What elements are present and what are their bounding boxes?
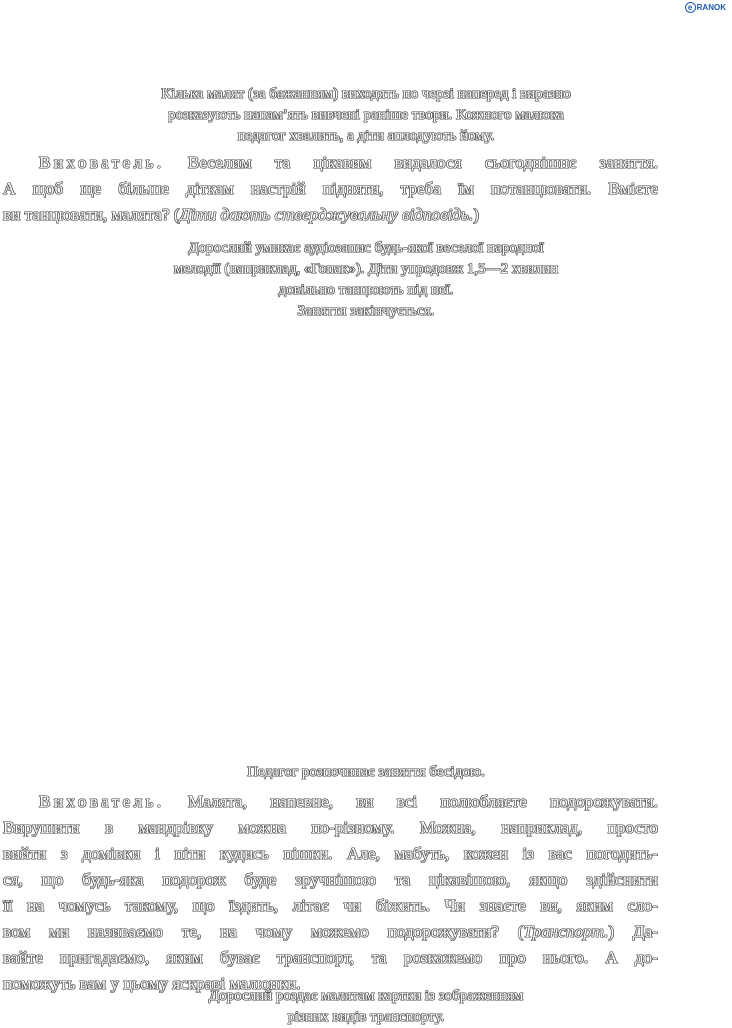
speech-text: ) Да- xyxy=(608,922,658,941)
stage-line: розказують напам’ять вивчені раніше твори. Кожного малюка xyxy=(168,107,564,123)
speech-text: ви танцювати, малята? ( xyxy=(3,205,180,224)
speech-text: вом ми називаємо те, на чому можемо подорожувати? ( xyxy=(3,922,524,941)
stage-direction-2 xyxy=(0,238,732,322)
logo-e-icon: e xyxy=(685,2,696,13)
speech-line: ся, що будь-яка подорож буде зручнішою та цікавішою, якщо здійснити xyxy=(3,870,658,889)
stage-direction-1 xyxy=(0,84,732,147)
italic-remark: Діти дають стверджувальну відповідь. xyxy=(179,205,474,224)
teacher-speech-2 xyxy=(3,789,658,997)
speech-line xyxy=(3,919,658,945)
italic-remark: Транспорт. xyxy=(523,922,609,941)
speech-line: вайте пригадаємо, яким буває транспорт, та розкажемо про нього. А до- xyxy=(3,948,658,967)
speaker-label: Вихователь. xyxy=(39,153,165,172)
publisher-logo xyxy=(685,2,726,13)
stage-line: Кілька малят (за бажанням) виходять по черзі наперед і виразно xyxy=(161,86,571,102)
teacher-speech-1 xyxy=(3,150,658,228)
logo-text: RANOK xyxy=(696,3,726,12)
speech-text: Малята, напевне, ви всі полюбляєте подорожувати. xyxy=(187,792,659,811)
stage-line: довільно танцюють під неї. xyxy=(278,282,454,298)
stage-line: Педагог розпочинає заняття бесідою. xyxy=(247,764,485,780)
speech-text: Веселим та цікавим видалося сьогоднішнє заняття. xyxy=(187,153,659,172)
speech-line xyxy=(3,789,658,815)
stage-line: Дорослий роздає малятам картки із зображенням xyxy=(208,988,524,1004)
stage-line: Дорослий умикає аудіозапис будь-якої веселої народної xyxy=(188,240,544,256)
speech-line xyxy=(3,150,658,176)
speaker-label: Вихователь. xyxy=(39,792,165,811)
speech-line xyxy=(3,202,658,228)
stage-line: різних видів транспорту. xyxy=(287,1009,445,1025)
speech-line: А щоб ще більше діткам настрій підняти, треба їм потанцювати. Вмієте xyxy=(3,179,658,198)
stage-line: мелодії (наприклад, «Гопак»). Діти упродовж 1,5—2 хвилин xyxy=(173,261,559,277)
speech-line: Вирушити в мандрівку можна по-різному. Можна, наприклад, просто xyxy=(3,818,658,837)
speech-line: вийти з домівки і піти кудись пішки. Але, мабуть, кожен із вас погодить- xyxy=(3,844,658,863)
stage-direction-3 xyxy=(0,762,732,783)
speech-line: її на чомусь такому, що їздить, літає чи біжить. Чи знаєте ви, яким сло- xyxy=(3,896,658,915)
stage-line: Заняття закінчується. xyxy=(297,303,435,319)
speech-text: ) xyxy=(473,205,479,224)
speech-line: поможуть вам у цьому яскраві малюнки. xyxy=(3,974,301,993)
stage-direction-4 xyxy=(0,986,732,1028)
stage-line: педагог хвалить, а діти аплодують йому. xyxy=(237,128,495,144)
